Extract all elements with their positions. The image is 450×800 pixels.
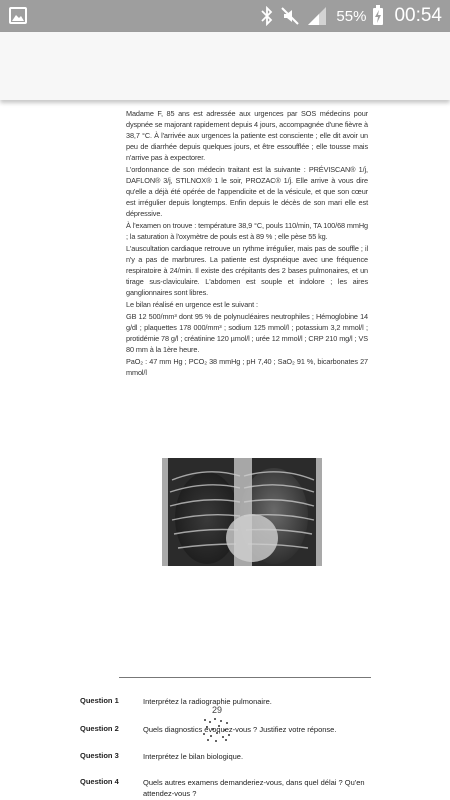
- question-text: Quels autres examens demanderiez-vous, dans quel délai ? Qu'en attendez-vous ?: [143, 778, 365, 798]
- question-text: Interprétez le bilan biologique.: [143, 752, 244, 761]
- page-divider: [119, 677, 371, 678]
- case-text: [126, 108, 368, 378]
- battery-charging-icon: [373, 8, 383, 25]
- chest-xray-image: [162, 458, 322, 566]
- status-bar: [0, 0, 450, 32]
- bluetooth-icon: [261, 6, 273, 26]
- app-toolbar: [0, 32, 450, 100]
- case-paragraph: À l'examen on trouve : température 38,9 °C, pouls 110/min, TA 100/68 mmHg ; la saturation à l'oxymètre de pouls est à 89 % ; elle pèse 55 kg.: [126, 221, 368, 241]
- question-label: Question 2: [80, 724, 119, 733]
- case-paragraph: L'auscultation cardiaque retrouve un rythme irrégulier, mais pas de souffle ; il n'y a pas de marbrures. La patiente est dyspnéique avec une fréquence respiratoire à 24/min. Il existe des crépitants des 2 bases pulmonaires, et un tirage sus-claviculaire. L'abdomen est souple et indolore ; les aires ganglionnaires sont libres.: [126, 244, 368, 297]
- case-paragraph: Madame F, 85 ans est adressée aux urgences par SOS médecins pour dyspnée se majorant rapidement depuis 4 jours, accompagnée d'une fièvre à 38,7 °C. À l'arrivée aux urgences la patiente est consciente ; elle dit avoir un peu de diarrhée depuis quelques jours, et être essoufflée ; elle tousse mais n'arrive pas à expectorer.: [126, 109, 368, 162]
- status-icons: [261, 0, 442, 32]
- question-text: Interprétez la radiographie pulmonaire.: [143, 697, 272, 706]
- case-paragraph: PaO₂ : 47 mm Hg ; PCO₂ 38 mmHg ; pH 7,40 ; SaO₂ 91 %, bicarbonates 27 mmol/l: [126, 357, 368, 377]
- question-text: Quels diagnostics évoquez-vous ? Justifiez votre réponse.: [143, 725, 337, 734]
- question-label: Question 3: [80, 751, 119, 760]
- clock: 00:54: [394, 5, 442, 26]
- question-label: Question 4: [80, 777, 119, 786]
- question-label: Question 1: [80, 696, 119, 705]
- signal-icon: [307, 6, 327, 26]
- gallery-icon: [9, 7, 27, 24]
- battery-percent: 55%: [336, 7, 367, 25]
- case-paragraph: Le bilan réalisé en urgence est le suivant :: [126, 300, 258, 309]
- page-number: 29: [211, 705, 222, 715]
- mute-icon: [280, 6, 300, 26]
- case-paragraph: GB 12 500/mm³ dont 95 % de polynucléaires neutrophiles ; Hémoglobine 14 g/dl ; plaquettes 178 000/mm³ ; sodium 125 mmol/l ; potassium 3,2 mmol/l ; protidémie 78 g/l ; créatinine 120 µmol/l ; urée 12 mmol/l ; CRP 210 mg/l ; VS 80 mm à la 1ère heure.: [126, 312, 368, 354]
- document-page[interactable]: [0, 100, 450, 800]
- case-paragraph: L'ordonnance de son médecin traitant est la suivante : PRÉVISCAN® 1/j, DAFLON® 3/j, STILNOX® 1 le soir, PROZAC® 1/j. Elle arrive à vous dire qu'elle a déjà été opérée de l'appendicite et de la vésicule, et que son cœur est irrégulier depuis longtemps. Enfin depuis le décès de son mari elle est dépressive.: [126, 165, 368, 218]
